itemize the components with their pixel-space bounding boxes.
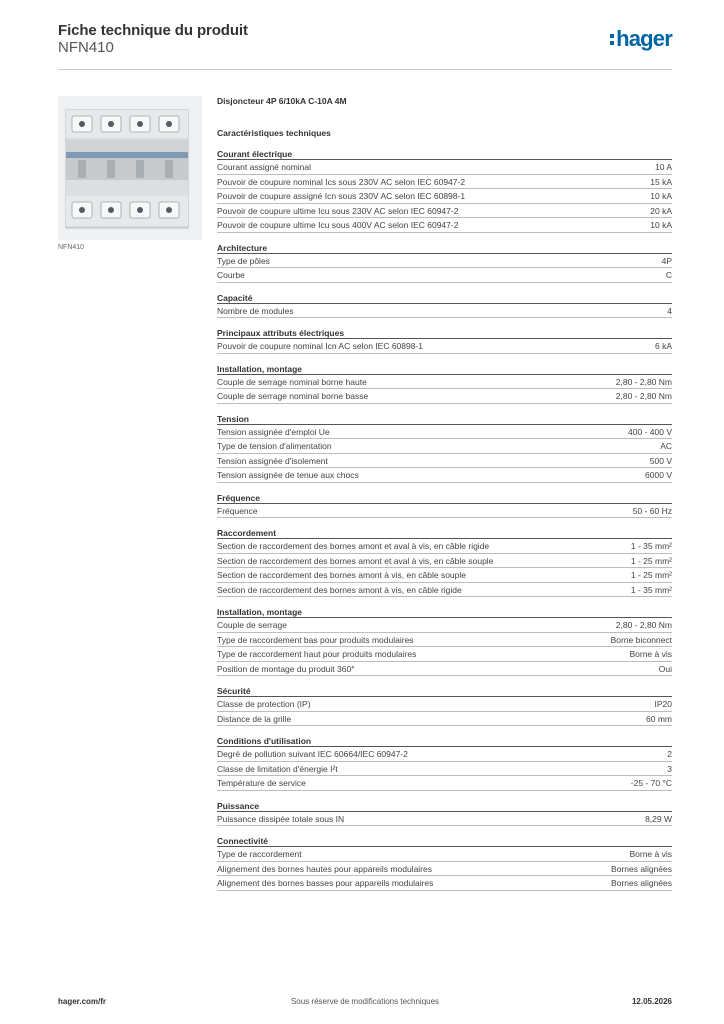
spec-value: 2 [667,749,672,759]
spec-label: Pouvoir de coupure nominal Icn AC selon IEC 60898-1 [217,341,424,351]
spec-label: Pouvoir de coupure ultime Icu sous 230V AC selon IEC 60947-2 [217,205,459,216]
spec-value: 20 kA [650,205,672,216]
spec-row [217,776,672,791]
spec-row [217,762,672,777]
spec-section [217,413,672,483]
spec-label: Tension assignée de tenue aux chocs [217,470,359,480]
spec-label: Couple de serrage nominal borne basse [217,391,369,401]
spec-row [217,847,672,862]
spec-value: 1 - 35 mm² [630,584,672,595]
spec-label: Section de raccordement des bornes amont à vis, en câble souple [217,570,467,580]
spec-value: 400 - 400 V [628,426,672,437]
spec-value: 15 kA [650,176,672,187]
section-title: Sécurité [217,685,672,697]
spec-row [217,539,672,554]
spec-row [217,389,672,404]
spec-value: Bornes alignées [611,863,672,874]
spec-section [217,292,672,319]
spec-row [217,204,672,219]
spec-value: C [665,270,672,280]
spec-row [217,439,672,454]
spec-value: 2,80 - 2,80 Nm [615,391,672,401]
page-header [58,22,672,70]
spec-value: 10 kA [650,220,672,230]
spec-label: Pouvoir de coupure assigné Icn sous 230V AC selon IEC 60898-1 [217,191,466,201]
section-title: Installation, montage [217,363,672,375]
spec-row [217,812,672,827]
section-title: Capacité [217,292,672,304]
spec-row [217,160,672,175]
spec-label: Classe de limitation d'énergie I²t [217,763,338,774]
spec-value: 2,80 - 2,80 Nm [615,376,672,387]
spec-label: Section de raccordement des bornes amont et aval à vis, en câble souple [217,555,494,566]
spec-label: Alignement des bornes basses pour appareils modulaires [217,878,434,888]
spec-value: Oui [658,663,672,674]
spec-row [217,633,672,648]
spec-label: Degré de pollution suivant IEC 60664/IEC 60947-2 [217,749,408,759]
spec-label: Température de service [217,778,306,788]
spec-value: 8,29 W [645,813,672,824]
spec-value: 1 - 35 mm² [630,541,672,551]
spec-value: 500 V [649,455,672,466]
spec-row [217,876,672,891]
spec-value: 4P [661,255,672,266]
spec-value: 3 [667,763,672,774]
spec-label: Courant assigné nominal [217,162,312,172]
spec-label: Type de pôles [217,255,270,266]
spec-label: Fréquence [217,505,258,516]
spec-value: 1 - 25 mm² [630,570,672,580]
hager-logo[interactable] [610,26,672,52]
spec-label: Distance de la grille [217,713,292,724]
spec-section [217,835,672,891]
spec-row [217,618,672,633]
section-title: Raccordement [217,527,672,539]
footer-website-link[interactable]: hager.com/fr [58,997,107,1006]
spec-row [217,468,672,483]
spec-section [217,685,672,726]
spec-value: Bornes alignées [611,878,672,888]
spec-label: Nombre de modules [217,305,294,316]
spec-row [217,862,672,877]
product-image-caption: NFN410 [58,244,85,251]
spec-row [217,697,672,712]
section-title: Conditions d'utilisation [217,735,672,747]
spec-label: Type de raccordement haut pour produits modulaires [217,649,417,659]
spec-row [217,218,672,233]
spec-value: 1 - 25 mm² [630,555,672,566]
spec-label: Pouvoir de coupure ultime Icu sous 400V AC selon IEC 60947-2 [217,220,459,230]
spec-row [217,568,672,583]
spec-section [217,527,672,597]
spec-label: Section de raccordement des bornes amont et aval à vis, en câble rigide [217,541,490,551]
spec-value: AC [660,441,672,451]
spec-value: 4 [667,305,672,316]
spec-row [217,647,672,662]
logo-text: hager [616,26,672,51]
product-reference: NFN410 [58,39,114,56]
spec-section [217,363,672,404]
spec-label: Pouvoir de coupure nominal Ics sous 230V AC selon IEC 60947-2 [217,176,466,187]
spec-value: 6 kA [654,341,672,351]
spec-label: Courbe [217,270,245,280]
spec-label: Couple de serrage nominal borne haute [217,376,367,387]
spec-label: Alignement des bornes hautes pour appareils modulaires [217,863,432,874]
footer-date: 12.05.2026 [631,997,672,1006]
circuit-breaker-illustration [58,96,202,240]
spec-row [217,583,672,598]
logo-colon-icon [610,34,614,45]
footer-disclaimer: Sous réserve de modifications techniques [290,997,440,1006]
spec-value: Borne à vis [629,649,672,659]
spec-row [217,254,672,269]
tech-specs-heading: Caractéristiques techniques [217,128,331,138]
spec-row [217,425,672,440]
spec-value: -25 - 70 °C [630,778,672,788]
spec-content [217,96,672,900]
spec-row [217,747,672,762]
spec-value: IP20 [654,699,672,709]
section-title: Installation, montage [217,606,672,618]
spec-row [217,189,672,204]
section-title: Tension [217,413,672,425]
section-title: Courant électrique [217,148,672,160]
spec-label: Puissance dissipée totale sous IN [217,813,345,824]
spec-label: Tension assignée d'emploi Ue [217,426,330,437]
spec-section [217,148,672,233]
spec-value: 10 kA [650,191,672,201]
page-title: Fiche technique du produit [58,22,248,39]
spec-value: Borne à vis [629,849,672,859]
spec-row [217,375,672,390]
section-title: Puissance [217,800,672,812]
spec-row [217,454,672,469]
spec-row [217,268,672,283]
spec-label: Section de raccordement des bornes amont à vis, en câble rigide [217,584,462,595]
section-title: Connectivité [217,835,672,847]
spec-section [217,800,672,827]
spec-row [217,662,672,677]
spec-label: Couple de serrage [217,620,287,630]
section-title: Fréquence [217,492,672,504]
spec-label: Tension assignée d'isolement [217,455,328,466]
spec-sections [217,148,672,891]
spec-label: Type de raccordement bas pour produits modulaires [217,634,414,645]
spec-value: 50 - 60 Hz [632,505,672,516]
spec-row [217,712,672,727]
section-title: Principaux attributs électriques [217,327,672,339]
spec-row [217,554,672,569]
spec-row [217,339,672,354]
spec-value: 60 mm [646,713,672,724]
section-title: Architecture [217,242,672,254]
spec-section [217,492,672,519]
spec-value: 6000 V [645,470,672,480]
spec-section [217,606,672,676]
spec-label: Type de tension d'alimentation [217,441,332,451]
spec-value: 2,80 - 2,80 Nm [615,620,672,630]
spec-section [217,735,672,791]
spec-value: 10 A [654,162,672,172]
spec-label: Type de raccordement [217,849,302,859]
spec-section [217,242,672,283]
product-description: Disjoncteur 4P 6/10kA C-10A 4M [217,96,347,106]
spec-row [217,175,672,190]
spec-row [217,504,672,519]
spec-section [217,327,672,354]
product-image [58,96,202,240]
spec-label: Classe de protection (IP) [217,699,311,709]
spec-value: Borne biconnect [610,634,672,645]
spec-row [217,304,672,319]
spec-label: Position de montage du produit 360° [217,663,355,674]
